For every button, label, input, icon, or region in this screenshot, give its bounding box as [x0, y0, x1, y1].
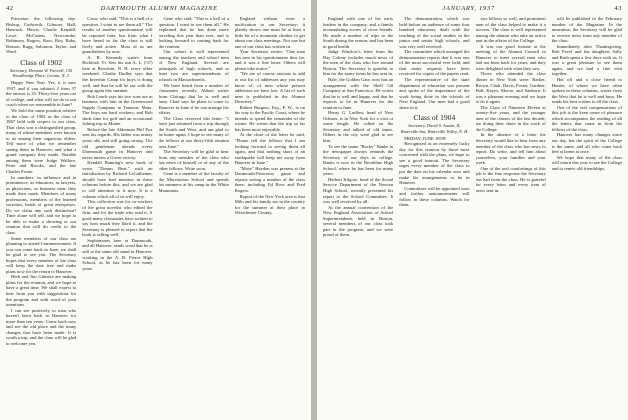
text-column	[159, 16, 229, 418]
paragraph: England without even a notification to our Secretary; it plainly shows one must be at least a little bit of a mountain climber to get about our class meetings. Not one but one of our class has written in.	[234, 16, 305, 49]
text-column	[399, 16, 469, 418]
secretary-line: Secretary, Herman W. Farwell, 130 Woodbridge Place, Leonia, N. J.	[10, 67, 73, 79]
class-heading: Class of 1904	[413, 113, 456, 123]
text-column	[6, 16, 76, 418]
right-page	[317, 0, 628, 420]
paragraph: To see the name "Rocky" Banks in the newspaper always reminds the Secretary of our days in college. Banks is now in the Brookline High School, where he has been for many years.	[323, 143, 394, 177]
text-column	[235, 16, 305, 418]
paragraph: Report of the New York area is that Milo and his family are in the country for the summer at their place in Westchester County.	[234, 193, 305, 216]
left-page-header	[6, 3, 305, 13]
paragraph: It was our good fortune at the meeting of the Alumni Council in Hanover to meet several men who had not been back for years, and they were delighted with what they saw.	[475, 43, 546, 71]
text-column	[82, 16, 152, 418]
paragraph: Henry G. Ludlow, head of New Orleans, is in New York for a visit of some length. He called on the Secretary and talked of old times. Others in the city were glad to see him.	[323, 110, 394, 144]
paragraph: Hanover has many changes since our day, but the spirit of the College is the same, and all who come back feel at home at once.	[551, 132, 622, 155]
paragraph: Hale, the Golden Gate, now has an arrangement with the Shell Oil Company at San Francisco. He writes that he is well and happy, and that he expects to be in Hanover for the reunion in June.	[323, 77, 394, 110]
paragraph: will be published in the February number of the Magazine. In the meantime, the Secretary will be glad to receive news from any member of the class.	[551, 16, 622, 44]
paragraph: Herb and Jim Gilmore are making plans for the reunion, and we hope to have a great time. We shall expect to hear from you with suggestions for the program and with word of your intentions.	[6, 274, 77, 308]
paragraph: FRIDAY, JUNE 18TH	[404, 135, 446, 141]
paragraph: Those who attended the class dinner in New York were: Barker, Brown, Clark, Davis, Foster, Gardner, Hall, Keyes, Moore, and Sanborn. It was a pleasant evening and we hope to do it again.	[475, 71, 546, 105]
paragraph: England with one of his early leaders in the company, and a family accumulating scores of close friends. He made a number of trips to the South during the season, and has been in good health.	[323, 16, 394, 49]
paragraph: At the annual convention of the New England Association of School Superintendents held in Boston, several members of our class took part in the program, and we were proud of them.	[323, 204, 394, 238]
paragraph: I can see positively to man who haven't been back to Hanover for more than ten years. Come back now and see the old place and the many changes that have been made. It is worth a trip, and the class will be glad to welcome you.	[6, 307, 77, 346]
paragraph: We have heard from a number of classmates recently. Abbott writes from Chicago that he is well and busy. Chad says he plans to come to Hanover in June if he can arrange his affairs.	[158, 82, 229, 116]
paragraph: Kendall Banning's new book of verse, "Dream Beat," with an introduction by Richard LeGallienne, should have had mention in these columns before this, and we are glad to call attention to it now. It is a volume which all of us will enjoy.	[82, 160, 153, 199]
paragraph: Princeton the following day: Bishop, Codworth, Gilmore, Hall, Hancock, Harris, Charlie Kendall, Lowe, McCarten, Newcombe, Robinson, Rogers, Ross, Roy, Ruby, Reason, Rugg, Salomon, Taylor, and Ward.	[6, 16, 77, 55]
text-column	[323, 16, 393, 418]
paragraph: A. R. Kennedy writes from Richford, Vt. Sets his son A. L. ('37) here at Bowdoin. N. H. every other weekend. Charlie Dudley says that the Inverfair Camp for boys is doing well, and that he will be out with the group again this summer.	[82, 54, 153, 94]
paragraph: One of the real comfortings of this job is the fine response the Secretary has had from the class. He is grateful for every letter and every item of news sent in.	[475, 165, 546, 193]
paragraph: We hope that many of the class will return this year to see the College and to renew old friendships.	[551, 154, 622, 171]
paragraph: Committees will be appointed soon and further announcements will follow in these columns. Watch for them.	[399, 185, 470, 208]
secretary-line: Secretary, David S. Austin, II, Waterville Inn, Waterville Valley, N. H.	[400, 123, 469, 134]
paragraph: The Class of Nineteen Eleven at twenty-five years, and the younger men of the classes of the last decade, are doing their share in the work of the College.	[475, 104, 546, 132]
paragraph: Herbert Kilgore, head of the Social Service Department of the Newton High School, recently presented his report to the School Committee. It was well received by all.	[323, 176, 394, 205]
paragraph: Our cohort is well represented among the teachers and school men of New England. Several are principals of high schools, and at least two are superintendents of schools in Massachusetts.	[158, 49, 229, 83]
text-column	[476, 16, 546, 418]
paragraph: This collection was for co-workers of the great novelist who edited the firm, and for the trade who read it. A good many classmates have written to say how much they liked it, and the Secretary is pleased to report that the book is selling well.	[82, 199, 153, 238]
class-heading: Class of 1902	[20, 57, 62, 67]
paragraph: Before the late Alderman Phil Fox sent his regards. His father was ninety years old, and still going strong. The old gentleman attends every Dartmouth game in Hanover and never misses a Green victory.	[82, 126, 153, 160]
paragraph: Some members of our class are planning to attend Commencement. If you can come back in June, we shall be glad to see you. The Secretary hopes that every member of the class will keep the date free and make plans now for the return to Hanover.	[6, 235, 77, 274]
paragraph: The Secretary will be glad to hear from any member of the class who has news of himself or of any of the other fellows. Write soon.	[158, 149, 229, 171]
right-page-columns	[323, 16, 622, 418]
paragraph: At the close of the letter he said, "Please tell the fellows that I am looking forward to seeing them all again, and that nothing short of an earthquake will keep me away from Hanover in June."	[234, 132, 305, 166]
paragraph: The demonstration, which was held before an audience of some four hundred educators, dealt with the teaching of the social studies in the junior and senior high schools, and was very well received.	[399, 16, 470, 49]
right-page-number: 43	[614, 4, 622, 12]
paragraph: Your Secretary writes: "One man has sent in his questionnaire thus far, and it was a fine letter. Others will please take notice."	[234, 49, 305, 71]
paragraph: The committee which arranged the demonstration reports that it was one of the most successful ever held, and that many requests have been received for copies of the papers read.	[399, 49, 470, 77]
paragraph: Immediately after Thanksgiving, Bob Pavel and his daughters Sally and Ruth spent a few days with us. It was a great pleasure to see them again, and we had a fine visit together.	[551, 43, 622, 77]
magazine-title: DARTMOUTH ALUMNI MAGAZINE	[100, 4, 218, 12]
text-column	[552, 16, 622, 418]
paragraph: Judge Winslow's letter from the Bay Colony includes much news of the men of the class who live around Boston. The Secretary is grateful to him for the many items he has sent in.	[323, 49, 394, 77]
paragraph: tors fellows so well, and prominent men of the class helped to make it a success. The class is well represented among the alumni who take an active part in the affairs of the College.	[475, 16, 546, 44]
left-page	[0, 0, 311, 420]
right-page-header	[323, 3, 622, 13]
paragraph: We hold the same position relative to the class of 1902 as the class of 1867 held with respect to our class. That class was a distinguished group, many of whose members were known to us among their sagacious elders. Tell more of what we remember seeing them in Hanover, and what a grand company they made. Notable among them were Judge Wallace, Peter and Brooks, and the late Charles Foster.	[6, 107, 77, 174]
paragraph: Robert Burgess, Esq., P. W., is on his way to the Pacific Coast, where he intends to spend the remainder of the winter. He writes that the trip so far has been most enjoyable.	[234, 104, 305, 132]
paragraph: Gene is a member of the faculty of the Morristown School and spends his summers at his camp in the White Mountains.	[158, 171, 229, 193]
paragraph: Sophomores here at Dartmouth, and all Hanover, sends word that he is still at the same old stand in Hanover, working in the A. B. Pierce High School, as he has been for many years.	[82, 237, 153, 271]
paragraph: Recognized as an extremely lucky day for this reunion by those most concerned with the plans, we hope to see a good turnout. The Secretary urges every member of the class to put the date on his calendar now and make his arrangements to be in Hanover.	[399, 141, 470, 186]
left-page-number: 42	[6, 4, 14, 12]
left-page-columns	[6, 16, 305, 418]
paragraph: Bob Leach says his two sons are in business with him in the Greenwood Supply Company in Taunton, Mass. The boys are hard workers, and Bob finds time for golf and an occasional fishing trip to Maine.	[82, 93, 153, 127]
paragraph: In the absence of a letter the Secretary would like to hear from any member of the class who has news to report. Do write, and tell him about yourselves, your families and your work.	[475, 132, 546, 166]
paragraph: Gene who said, "This is a hell of a question. I want to see them all." He explained that he has done more traveling this year than ever, and is looking forward to coming back for the reunion.	[158, 16, 229, 49]
paragraph: "Mose" Hayden was present at the Dartmouth-Princeton game and reports seeing a number of the class there, including Ed Ross and Fred Rogers.	[234, 165, 305, 193]
paragraph: Happy New Year. Yes, it is now 1937, and if you subtract 2 from 37 the answer is 35. Thirty-five years out of college, and what will we do to our coach when we reassemble in June?	[6, 80, 77, 108]
paragraph: One of the real compensations of this job is the keen sense of pleasure which accompanies the reading of all the letters that come in from the fellows of the class.	[551, 104, 622, 132]
paragraph: The Class received this letter: "I have just returned from a trip through the South and West, and am glad to be home again. I hope to see many of the fellows at our thirty-fifth reunion next June."	[158, 115, 229, 149]
paragraph: "We are of course anxious to add to our list of addresses any you may know of, of men whose present addresses we have lost. A list of such men is published in the Alumni Directory."	[234, 71, 305, 105]
issue-date: JANUARY, 1937	[442, 4, 496, 12]
paragraph: Grow, who said, "This is a hell of a question. I want to see them all." The results of another questionnaire will be reported later, but from what I have heard so far the class is still lively and active. Most of us are grandfathers by now.	[82, 16, 153, 55]
paragraph: In numbers, in influence and in prominence, as educators, as lawyers, as physicians, as business men, they made their mark. Members of many professions, members of the learned societies, heads of great enterprises. Do we claim any such distinction? Time alone will tell, and we hope to be able to make a showing at our reunion that will do credit to the class.	[6, 174, 77, 235]
paragraph: The representative of the state department of education was present and spoke of the importance of the work being done in the schools of New England. Our men had a good share in it.	[399, 77, 470, 110]
paragraph: Hut off and a close friend to Hunter, of whom we have often spoken in these columns, writes from the West that he is well and busy. He sends his best wishes to all the class.	[551, 77, 622, 105]
